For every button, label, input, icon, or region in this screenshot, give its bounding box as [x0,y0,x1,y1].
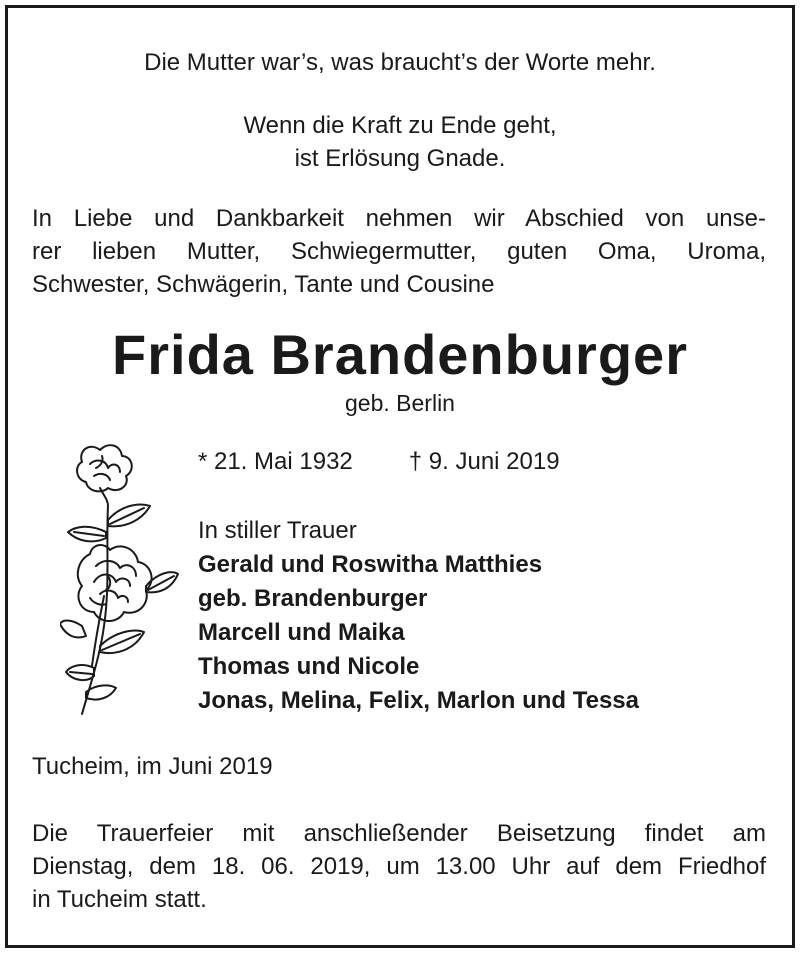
service-paragraph [32,817,766,916]
intro-line-2: rer lieben Mutter, Schwiegermutter, guten Oma, Uroma, [32,238,766,265]
service-line-3: in Tucheim statt. [32,886,207,913]
quote-line-2: Wenn die Kraft zu Ende geht, [243,112,557,139]
mourning-lead: In stiller Trauer [198,517,357,544]
birth-date: * 21. Mai 1932 [198,448,353,475]
mourner-line: geb. Brandenburger [198,585,428,612]
service-line-2: Dienstag, dem 18. 06. 2019, um 13.00 Uhr auf dem Friedhof [32,853,766,880]
obituary-frame [5,5,795,948]
mourner-line: Gerald und Roswitha Matthies [198,551,543,578]
intro-line-1: In Liebe und Dankbarkeit nehmen wir Abschied von unse- [32,205,766,232]
intro-line-3: Schwester, Schwägerin, Tante und Cousine [32,271,495,298]
deceased-name: Frida Brandenburger [112,323,688,386]
place-date: Tucheim, im Juni 2019 [32,753,273,780]
rose-icon [60,436,180,716]
mourner-line: Thomas und Nicole [198,653,420,680]
maiden-name: geb. Berlin [345,390,455,416]
death-date: † 9. Juni 2019 [408,448,560,475]
life-dates [198,448,560,476]
intro-paragraph [32,202,766,301]
mourner-line: Jonas, Melina, Felix, Marlon und Tessa [198,687,639,714]
mourner-line: Marcell und Maika [198,619,405,646]
quote-block [8,109,792,175]
service-line-1: Die Trauerfeier mit anschließender Beisetzung findet am [32,820,766,847]
quote-line-1: Die Mutter war’s, was braucht’s der Worte mehr. [144,49,656,76]
mourners-block [198,514,639,718]
quote-line-3: ist Erlösung Gnade. [294,145,506,172]
